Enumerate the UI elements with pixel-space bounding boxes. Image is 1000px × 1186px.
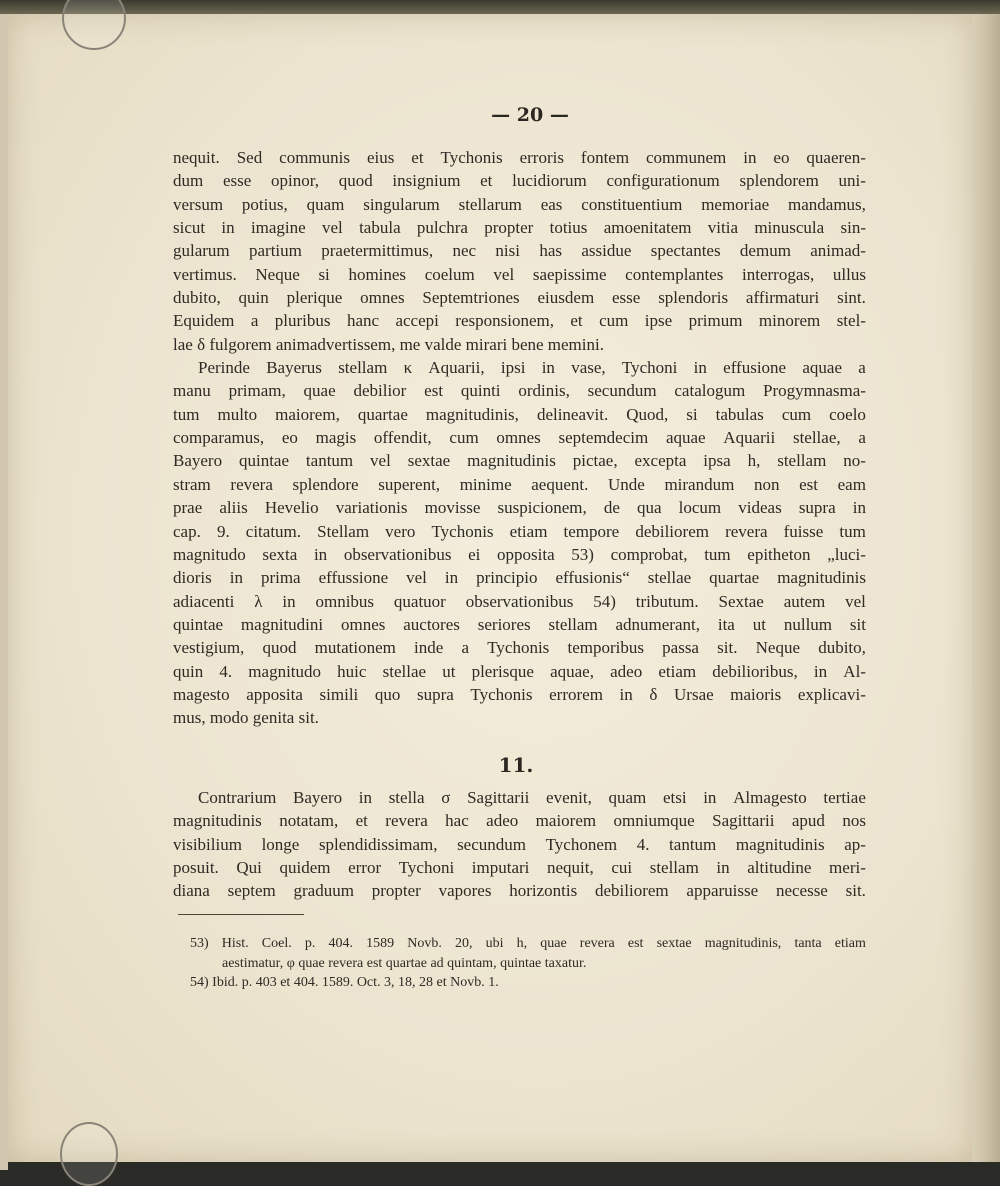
text-line: magnitudo sexta in observationibus ei opposita 53) comprobat, tum epitheton „luci- bbox=[173, 544, 866, 564]
text-line: diana septem graduum propter vapores horizontis debiliorem apparuisse necesse sit. bbox=[173, 881, 866, 901]
footnote-line: 53) Hist. Coel. p. 404. 1589 Novb. 20, ubi h, quae revera est sextae magnitudinis, tanta etiam bbox=[190, 936, 866, 951]
footnote-line: 54) Ibid. p. 403 et 404. 1589. Oct. 3, 18, 28 et Novb. 1. bbox=[190, 975, 499, 990]
text-line: quin 4. magnitudo huic stellae ut plerisque aquae, adeo etiam debilioribus, in Al- bbox=[173, 661, 866, 681]
text-line: vestigium, quod mutationem inde a Tychonis temporibus passa sit. Neque dubito, bbox=[173, 638, 866, 658]
text-line: Equidem a pluribus hanc accepi responsionem, et cum ipse primum minorem stel- bbox=[173, 311, 866, 331]
text-line: magesto apposita simili quo supra Tychonis errorem in δ Ursae maioris explicavi- bbox=[173, 684, 866, 704]
text-line: posuit. Qui quidem error Tychoni imputari nequit, cui stellam in altitudine meri- bbox=[173, 858, 866, 878]
footnote-line: aestimatur, φ quae revera est quartae ad quintam, quintae taxatur. bbox=[222, 955, 587, 971]
text-line: dioris in prima effussione vel in principio effusionis“ stellae quartae magnitudinis bbox=[173, 568, 866, 588]
text-line: versum potius, quam singularum stellarum eas constituentium memoriae mandamus, bbox=[173, 194, 866, 214]
main-paragraphs bbox=[173, 146, 866, 730]
text-line: mus, modo genita sit. bbox=[173, 708, 319, 728]
scan-top-edge bbox=[0, 0, 1000, 14]
text-line: lae δ fulgorem animadvertissem, me valde mirari bene memini. bbox=[173, 334, 604, 354]
binding-edge bbox=[0, 14, 8, 1170]
text-line: dum esse opinor, quod insignium et lucidiorum configurationum splendorem uni- bbox=[173, 171, 866, 191]
text-line: comparamus, eo magis offendit, cum omnes septemdecim aquae Aquarii stellae, a bbox=[173, 428, 866, 448]
text-line: vertimus. Neque si homines coelum vel saepissime contemplantes interrogas, ullus bbox=[173, 264, 866, 284]
text-line: sicut in imagine vel tabula pulchra propter totius amoenitatem vitia minuscula sin- bbox=[173, 218, 866, 238]
text-line: gularum partium praetermittimus, nec nisi has assidue spectantes demum animad- bbox=[173, 241, 866, 261]
text-line: Bayero quintae tantum vel sextae magnitudinis pictae, excepta ipsa h, stellam no- bbox=[173, 451, 866, 471]
footnote-rule bbox=[178, 914, 304, 915]
text-line: adiacenti λ in omnibus quatuor observationibus 54) tributum. Sextae autem vel bbox=[173, 591, 866, 611]
section-number: 11. bbox=[498, 753, 534, 777]
text-line: quintae magnitudini omnes auctores seriores stellam adnumerant, ita ut nullum sit bbox=[173, 614, 866, 634]
footnotes bbox=[190, 934, 866, 993]
text-line: cap. 9. citatum. Stellam vero Tychonis etiam tempore debiliorem revera fuisse tum bbox=[173, 521, 866, 541]
paper-clip-bottom bbox=[60, 1122, 118, 1186]
text-line: nequit. Sed communis eius et Tychonis erroris fontem communem in eo quaeren- bbox=[173, 148, 866, 167]
text-line: dubito, quin plerique omnes Septemtriones eiusdem esse splendoris affirmaturi sint. bbox=[173, 288, 866, 308]
text-line: tum multo maiorem, quartae magnitudinis, delineavit. Quod, si tabulas cum coelo bbox=[173, 404, 866, 424]
section-paragraph bbox=[173, 786, 866, 903]
page-number: — 20 — bbox=[491, 104, 569, 126]
text-line: manu primam, quae debilior est quinti ordinis, secundum catalogum Progymnasma- bbox=[173, 381, 866, 401]
text-line: prae aliis Hevelio variationis movisse suspicionem, de qua locum videas supra in bbox=[173, 498, 866, 518]
text-line: Perinde Bayerus stellam κ Aquarii, ipsi in vase, Tychoni in effusione aquae a bbox=[198, 358, 866, 378]
text-line: Contrarium Bayero in stella σ Sagittarii evenit, quam etsi in Almagesto tertiae bbox=[198, 788, 866, 807]
page-stack-edge bbox=[972, 14, 1000, 1162]
text-line: magnitudinis notatam, et revera hac adeo maiorem omniumque Sagittarii apud nos bbox=[173, 811, 866, 831]
text-line: stram revera splendore superent, minime aequent. Unde mirandum non est eam bbox=[173, 474, 866, 494]
text-line: visibilium longe splendidissimam, secundum Tychonem 4. tantum magnitudinis ap- bbox=[173, 834, 866, 854]
